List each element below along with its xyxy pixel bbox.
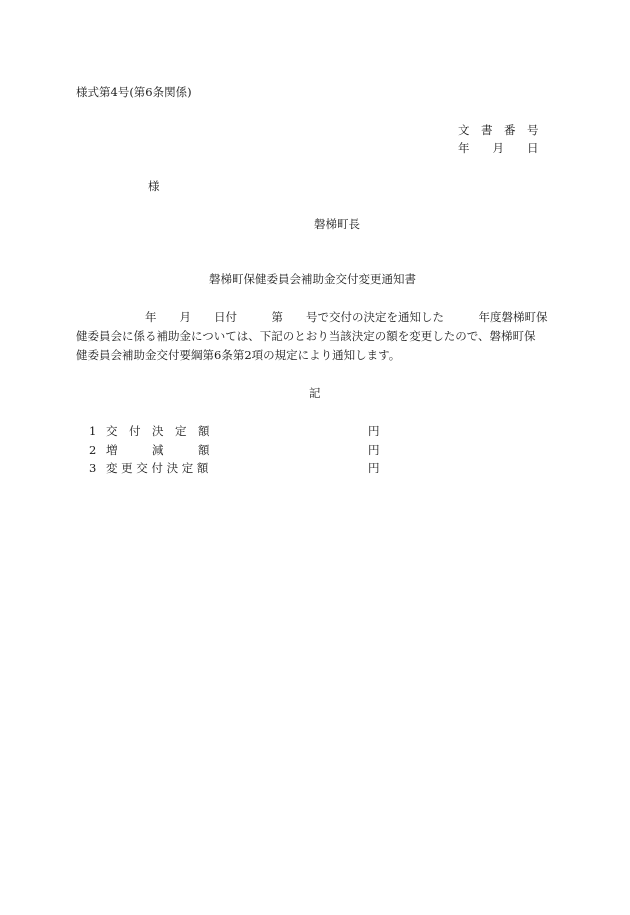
body-text-line: 健委員会に係る補助金については、下記のとおり当該決定の額を変更したので、磐梯町保	[76, 329, 536, 343]
item-number: 3	[89, 461, 97, 475]
item-label-revised-grant-amount: 変 更 交 付 決 定 額	[106, 461, 209, 475]
item-label-grant-decision-amount: 交 付 決 定 額	[106, 424, 210, 438]
ki-heading: 記	[309, 386, 321, 400]
item-label-change-amount: 増 減 額	[106, 443, 210, 457]
item-number: 2	[89, 443, 97, 457]
item-number: 1	[89, 424, 97, 438]
document-title: 磐梯町保健委員会補助金交付変更通知書	[209, 272, 416, 286]
document-date: 年 月 日	[458, 141, 539, 155]
item-unit-yen: 円	[368, 461, 380, 475]
item-unit-yen: 円	[368, 424, 380, 438]
document-number: 文 書 番 号	[458, 123, 539, 137]
body-text-line: 年 月 日付 第 号で交付の決定を通知した 年度磐梯町保	[76, 310, 548, 324]
addressee-honorific: 様	[148, 179, 160, 193]
item-unit-yen: 円	[368, 443, 380, 457]
form-number: 様式第4号(第6条関係)	[76, 85, 192, 99]
issuer-name: 磐梯町長	[314, 217, 360, 231]
body-text-line: 健委員会補助金交付要綱第6条第2項の規定により通知します。	[76, 348, 401, 362]
